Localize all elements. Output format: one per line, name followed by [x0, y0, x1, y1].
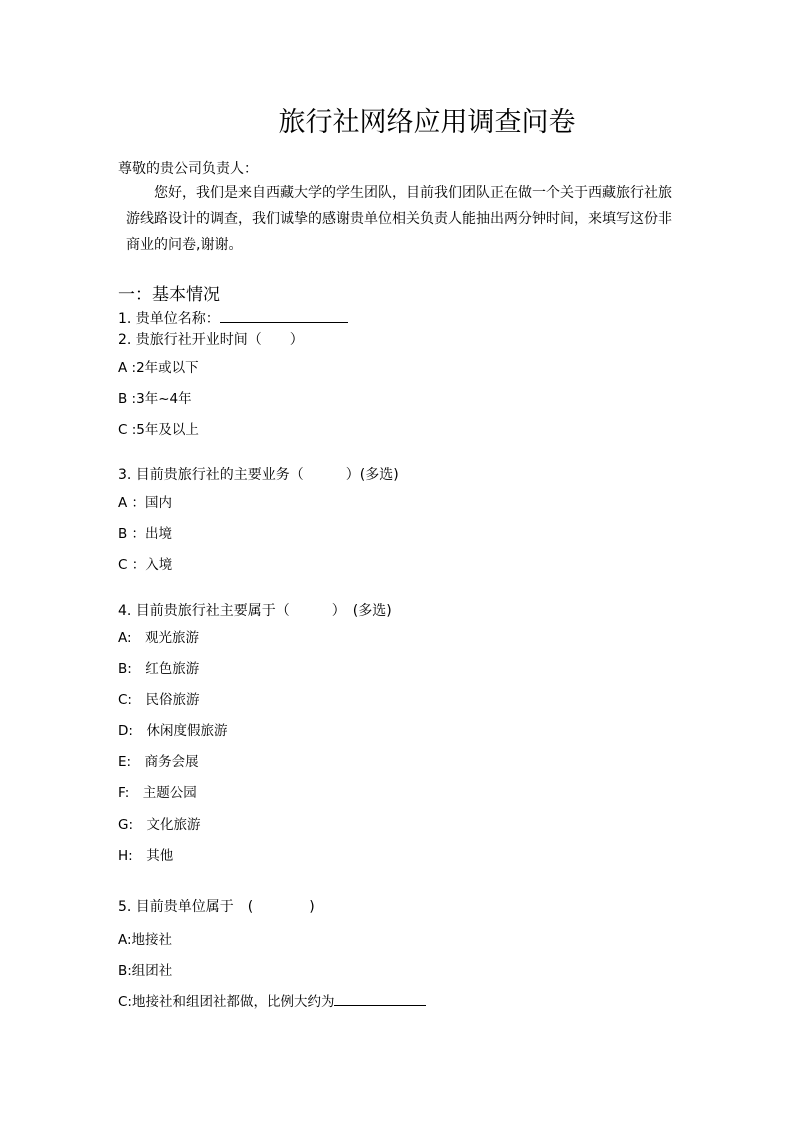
- company-name-field[interactable]: [220, 308, 348, 323]
- section-heading-basic: 一：基本情况: [118, 285, 220, 305]
- q5-option-a[interactable]: A:地接社: [118, 932, 173, 948]
- q5-option-c-label: C:地接社和组团社都做，比例大约为: [118, 994, 335, 1010]
- q4-option-h[interactable]: H: 其他: [118, 848, 174, 864]
- question-3: 3. 目前贵旅行社的主要业务（ ）(多选): [118, 467, 399, 483]
- question-5: 5. 目前贵单位属于 ( ): [118, 899, 315, 915]
- q2-option-b[interactable]: B :3年~4年: [118, 391, 192, 407]
- q5-option-c[interactable]: [118, 990, 426, 1010]
- q4-option-b[interactable]: B: 红色旅游: [118, 661, 200, 677]
- ratio-field[interactable]: [334, 991, 426, 1006]
- q4-option-d[interactable]: D: 休闲度假旅游: [118, 723, 228, 739]
- intro-paragraph: [126, 180, 674, 258]
- salutation: 尊敬的贵公司负责人：: [118, 161, 258, 177]
- q4-option-f[interactable]: F: 主题公园: [118, 785, 197, 801]
- question-1-label: 1. 贵单位名称：: [118, 311, 220, 327]
- q2-option-c[interactable]: C :5年及以上: [118, 422, 199, 438]
- q4-option-e[interactable]: E: 商务会展: [118, 754, 199, 770]
- question-1: [118, 308, 348, 328]
- page-title: 旅行社网络应用调查问卷: [278, 107, 576, 138]
- q4-option-a[interactable]: A: 观光旅游: [118, 630, 200, 646]
- q5-option-b[interactable]: B:组团社: [118, 963, 173, 979]
- q4-option-c[interactable]: C: 民俗旅游: [118, 692, 200, 708]
- question-4: 4. 目前贵旅行社主要属于（ ） (多选): [118, 603, 392, 619]
- q3-option-c[interactable]: C ：入境: [118, 557, 173, 573]
- q3-option-b[interactable]: B ：出境: [118, 526, 173, 542]
- question-2: 2. 贵旅行社开业时间（ ）: [118, 332, 304, 348]
- q4-option-g[interactable]: G: 文化旅游: [118, 817, 201, 833]
- q3-option-a[interactable]: A ：国内: [118, 495, 173, 511]
- q2-option-a[interactable]: A :2年或以下: [118, 360, 199, 376]
- intro-text: 您好，我们是来自西藏大学的学生团队，目前我们团队正在做一个关于西藏旅行社旅游线路设计的调查，我们诚挚的感谢贵单位相关负责人能抽出两分钟时间，来填写这份非商业的问卷,谢谢。: [126, 185, 672, 253]
